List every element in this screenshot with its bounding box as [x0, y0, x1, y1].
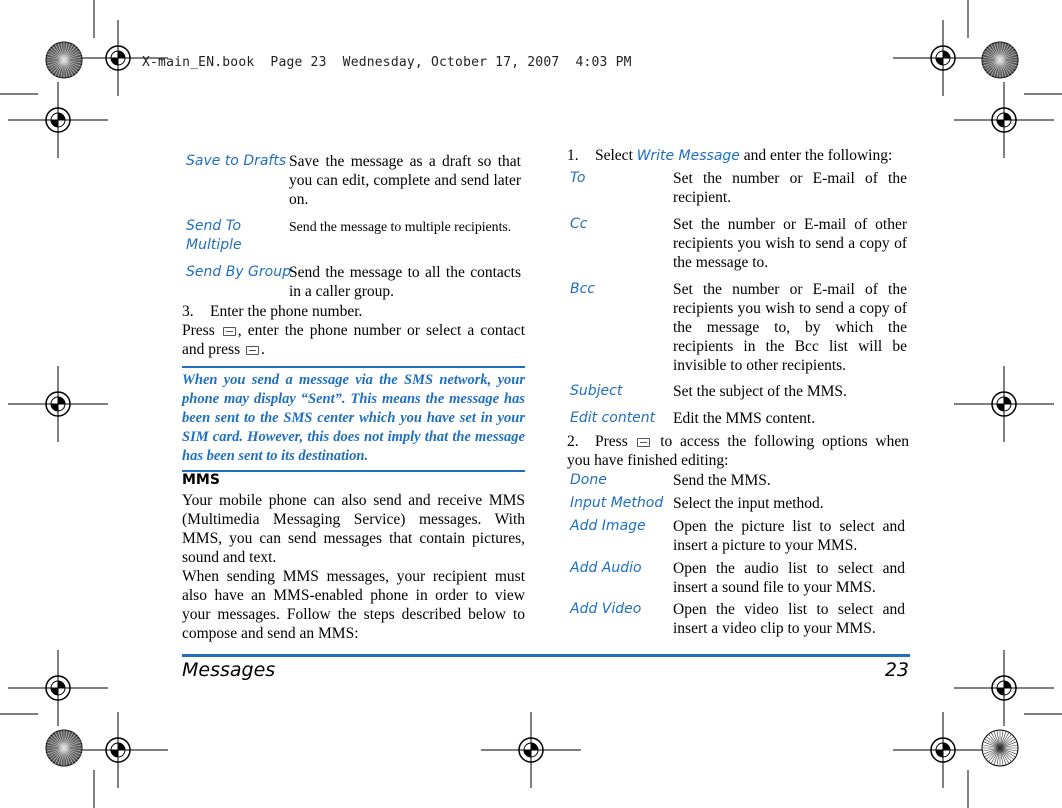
step-3: [182, 302, 362, 321]
footer-rule: [182, 654, 910, 657]
desc-bcc: Set the number or E-mail of the recipients you wish to send a copy of the message to, by which the recipients in the Bcc list will be invisible to other recipients.: [673, 281, 907, 374]
registration-target-icon: [893, 712, 993, 788]
sms-note: When you send a message via the SMS network, your phone may display “Sent”. This means the message has been sent to the SMS center which you have set in your SIM card. However, this does not imply that the message has been sent to its destination.: [182, 366, 525, 472]
registration-target-icon: [954, 82, 1054, 158]
desc-add-image: Open the picture list to select and insert a picture to your MMS.: [673, 518, 905, 554]
desc-input-method: Select the input method.: [673, 495, 824, 512]
press-mid: , enter the phone number or select a contact and press: [182, 322, 525, 358]
term-edit-content: Edit content: [570, 410, 656, 426]
desc-edit-content: Edit the MMS content.: [673, 410, 816, 427]
desc-add-video: Open the video list to select and insert a video clip to your MMS.: [673, 601, 905, 637]
step-2-post: to access the following options when you have finished editing:: [567, 433, 910, 469]
desc-subject: Set the subject of the MMS.: [673, 383, 847, 400]
term-cc: Cc: [570, 216, 588, 232]
page-number: 23: [884, 659, 909, 681]
desc-send-to-multiple: Send the message to multiple recipients.: [289, 219, 512, 234]
registration-target-icon: [893, 20, 993, 96]
registration-target-icon: [481, 712, 581, 788]
term-done: Done: [570, 472, 607, 488]
mms-paragraph-1: Your mobile phone can also send and receive MMS (Multimedia Messaging Service) messages. With MMS, you can send messages that contain pictures, sound and text.: [182, 492, 525, 566]
press-pre: Press: [182, 322, 215, 339]
desc-to: Set the number or E-mail of the recipient.: [673, 170, 907, 206]
step-1-number: 1.: [567, 147, 579, 164]
section-heading-mms: MMS: [182, 472, 220, 488]
desc-add-audio: Open the audio list to select and insert a sound file to your MMS.: [673, 560, 905, 596]
term-bcc: Bcc: [570, 281, 595, 297]
term-add-video: Add Video: [570, 601, 642, 617]
step-1-pre: Select: [595, 147, 633, 164]
term-input-method: Input Method: [570, 495, 664, 511]
term-add-image: Add Image: [570, 518, 646, 534]
term-add-audio: Add Audio: [570, 560, 642, 576]
press-post: .: [261, 341, 265, 358]
step-1-post: and enter the following:: [743, 147, 893, 164]
registration-target-icon: [8, 650, 108, 726]
step-2-pre: Press: [595, 433, 628, 450]
envelope-key-icon: [223, 327, 236, 336]
term-save-to-drafts: Save to Drafts: [186, 153, 287, 169]
print-header: X-main_EN.book Page 23 Wednesday, October 17, 2007 4:03 PM: [142, 55, 632, 70]
desc-done: Send the MMS.: [673, 472, 771, 489]
registration-target-icon: [954, 366, 1054, 442]
step-2-number: 2.: [567, 433, 579, 450]
registration-target-icon: [954, 650, 1054, 726]
term-subject: Subject: [570, 383, 623, 399]
desc-cc: Set the number or E-mail of other recipients you wish to send a copy of the message to.: [673, 216, 907, 271]
step-3-text: Enter the phone number.: [210, 303, 363, 320]
write-message-link: Write Message: [636, 148, 740, 164]
term-send-to-multiple: Send To Multiple: [186, 218, 242, 253]
term-to: To: [570, 170, 586, 186]
step-3-number: 3.: [182, 303, 194, 320]
star-target-icon: [982, 730, 1018, 766]
step-1: [567, 146, 892, 166]
envelope-key-icon: [637, 438, 650, 447]
registration-target-icon: [8, 82, 108, 158]
press-paragraph: [182, 321, 525, 359]
registration-target-icon: [68, 712, 168, 788]
registration-target-icon: [8, 366, 108, 442]
star-target-icon: [982, 42, 1018, 78]
desc-send-by-group: Send the message to all the contacts in a caller group.: [289, 264, 521, 300]
envelope-key-icon: [246, 346, 259, 355]
star-target-icon: [46, 730, 82, 766]
step-2: [567, 432, 909, 470]
star-target-icon: [46, 42, 82, 78]
desc-save-to-drafts: Save the message as a draft so that you can edit, complete and send later on.: [289, 153, 521, 208]
footer-title: Messages: [182, 659, 276, 681]
term-send-by-group: Send By Group: [186, 264, 291, 280]
mms-paragraph-2: When sending MMS messages, your recipient must also have an MMS-enabled phone in order to view your messages. Follow the steps described below to compose and send an MMS:: [182, 568, 525, 642]
